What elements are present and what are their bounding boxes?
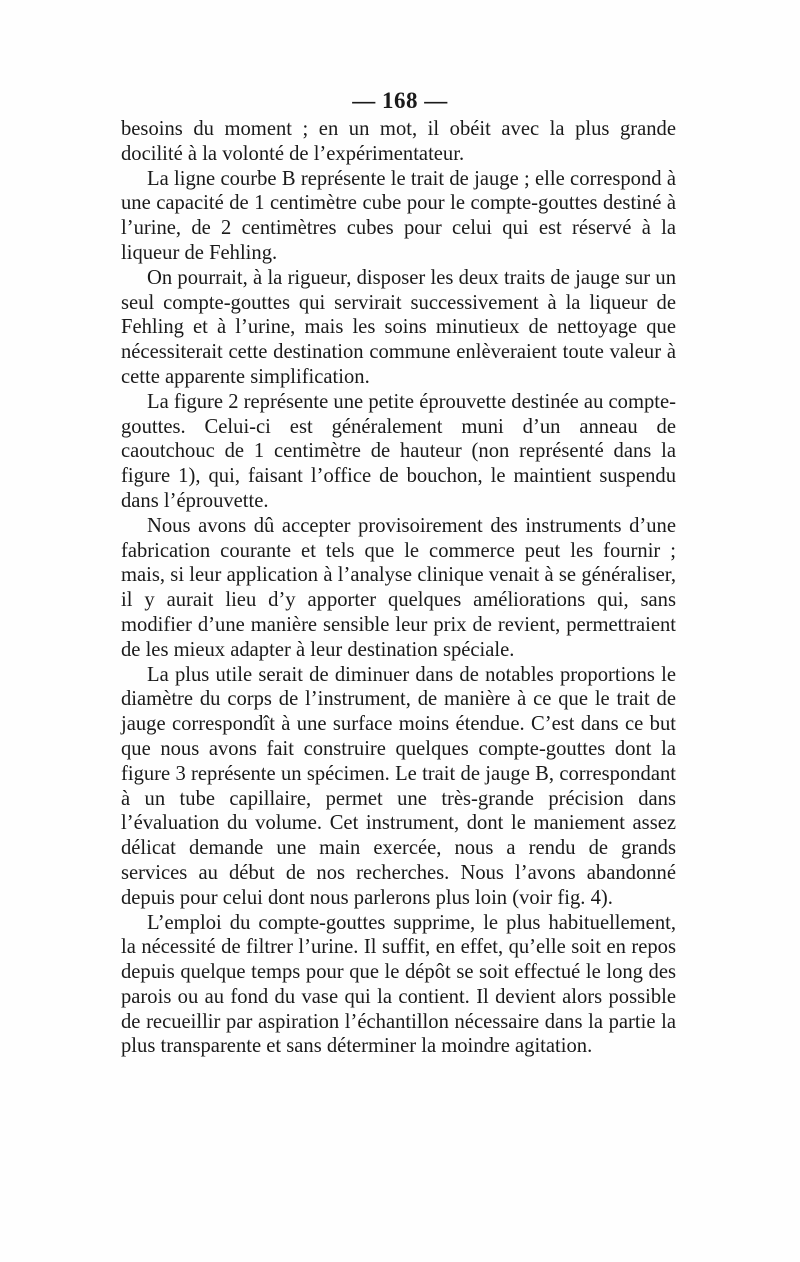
paragraph-improvement: La plus utile serait de diminuer dans de notables proportions le diamètre du corps de l’instrument, de manière à ce que le trait de jauge correspondît à une surface moins étendue. C’est dans ce but que nous avons fait construire quelques compte-gouttes dont la figure 3 représente un spécimen. Le trait de jauge B, correspondant à un tube capillaire, permet une très-grande précision dans l’évaluation du volume. Cet instrument, dont le maniement assez délicat demande une main exercée, nous a rendu de grands services au début de nos recherches. Nous l’avons abandonné depuis pour celui dont nous parlerons plus loin (voir fig. 4). [121,663,676,909]
paragraph-figure-2: La figure 2 représente une petite éprouvette destinée au compte-gouttes. Celui-ci est généralement muni d’un anneau de caoutchouc de 1 centimètre de hauteur (non représenté dans la figure 1), qui, faisant l’office de bouchon, le maintient suspendu dans l’éprouvette. [121,390,676,512]
paragraph-filtration: L’emploi du compte-gouttes supprime, le plus habituellement, la nécessité de filtrer l’urine. Il suffit, en effet, qu’elle soit en repos depuis quelque temps pour que le dépôt se soit effectué le long des parois ou au fond du vase qui la contient. Il devient alors possible de recueillir par aspiration l’échantillon nécessaire dans la partie la plus transparente et sans déterminer la moindre agitation. [121,911,676,1058]
body-text [121,117,676,1059]
page-number: — 168 — [352,88,448,113]
paragraph-two-marks: On pourrait, à la rigueur, disposer les deux traits de jauge sur un seul compte-gouttes qui servirait successivement à la liqueur de Fehling et à l’urine, mais les soins minutieux de nettoyage que nécessiterait cette destination commune enlèveraient toute valeur à cette apparente simplification. [121,266,676,388]
paragraph-continuation: besoins du moment ; en un mot, il obéit avec la plus grande docilité à la volonté de l’expérimentateur. [121,118,676,165]
paragraph-instruments: Nous avons dû accepter provisoirement des instruments d’une fabrication courante et tels que le commerce peut les fournir ; mais, si leur application à l’analyse clinique venait à se généraliser, il y aurait lieu d’y apporter quelques améliorations qui, sans modifier d’une manière sensible leur prix de revient, permettraient de les mieux adapter à leur destination spéciale. [121,514,676,661]
paragraph-jauge-line: La ligne courbe B représente le trait de jauge ; elle correspond à une capacité de 1 centimètre cube pour le compte-gouttes destiné à l’urine, de 2 centimètres cubes pour celui qui est réservé à la liqueur de Fehling. [121,167,676,264]
